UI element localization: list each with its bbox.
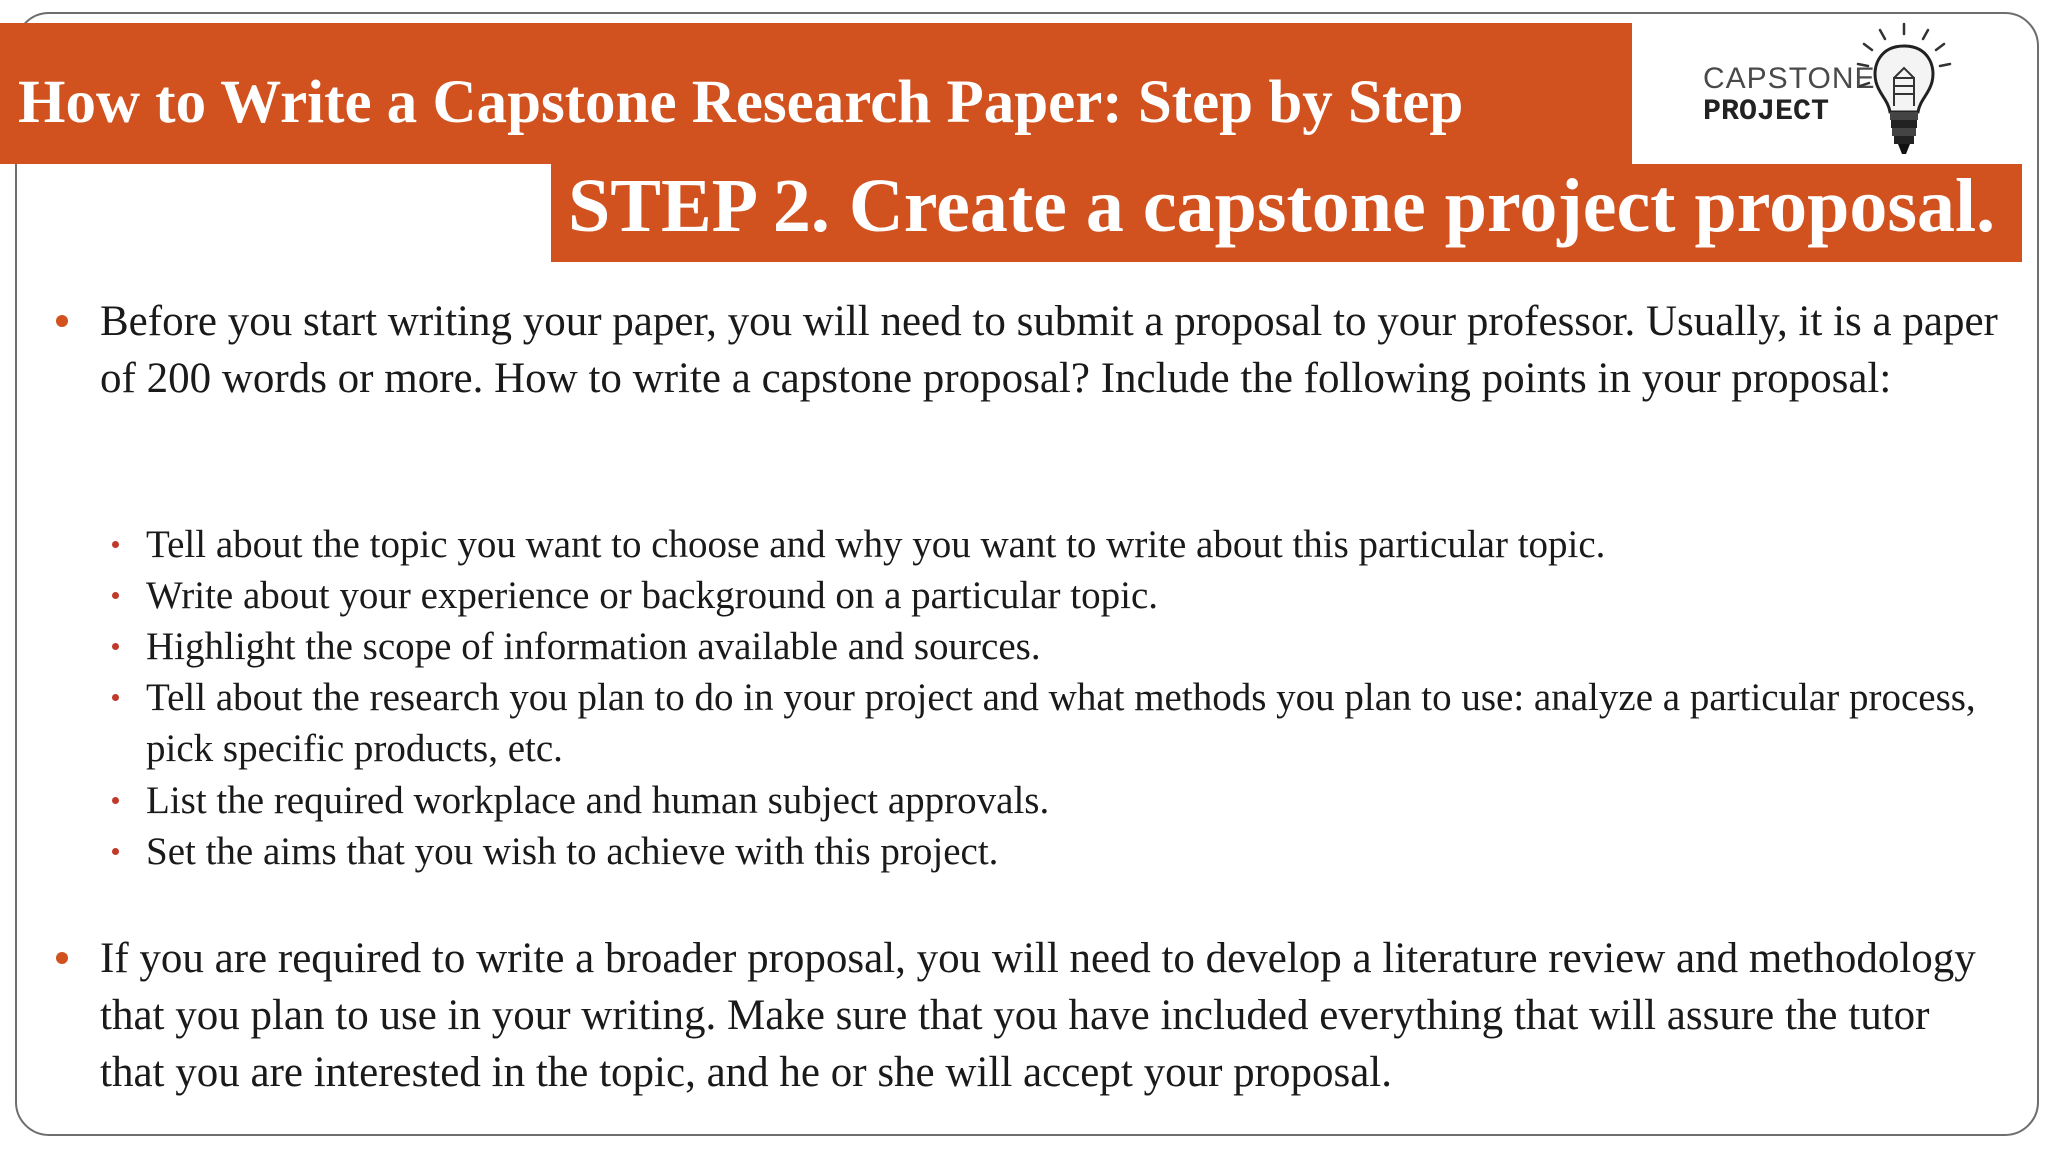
bullet-marker: [56, 315, 68, 327]
list-item: Tell about the topic you want to choose and why you want to write about this particular topic.: [146, 523, 1606, 566]
light-bulb-icon: [1836, 16, 1966, 166]
list-item: Highlight the scope of information available and sources.: [146, 625, 1041, 668]
slide-title: How to Write a Capstone Research Paper: Step by Step: [18, 69, 1464, 136]
sub-bullet-marker: [112, 848, 119, 855]
bullet-marker: [56, 952, 68, 964]
sub-bullet-marker: [112, 643, 119, 650]
sub-bullet-marker: [112, 694, 119, 701]
list-item: Set the aims that you wish to achieve with this project.: [146, 830, 999, 873]
list-item: Write about your experience or background on a particular topic.: [146, 574, 1159, 617]
logo-text-capstone: CAPSTONE: [1703, 62, 1876, 95]
sub-bullet-marker: [112, 541, 119, 548]
closing-paragraph: If you are required to write a broader proposal, you will need to develop a literature review and methodology that you plan to use in your writing. Make sure that you have included everything that will assure the tutor that you are interested in the topic, and he or she will accept your proposal.: [100, 935, 1976, 1096]
logo-text-project: PROJECT: [1703, 95, 1830, 129]
list-item: Tell about the research you plan to do in your project and what methods you plan to use: analyze a particular process, pick specific products, etc.: [146, 676, 1976, 770]
sub-bullet-marker: [112, 797, 119, 804]
sub-bullet-marker: [112, 592, 119, 599]
intro-paragraph: Before you start writing your paper, you will need to submit a proposal to your professor. Usually, it is a paper of 200 words or more. How to write a capstone proposal? Include the following points in your proposal:: [100, 298, 1998, 402]
list-item: List the required workplace and human subject approvals.: [146, 779, 1050, 822]
step-heading: STEP 2. Create a capstone project proposal.: [568, 164, 1996, 248]
